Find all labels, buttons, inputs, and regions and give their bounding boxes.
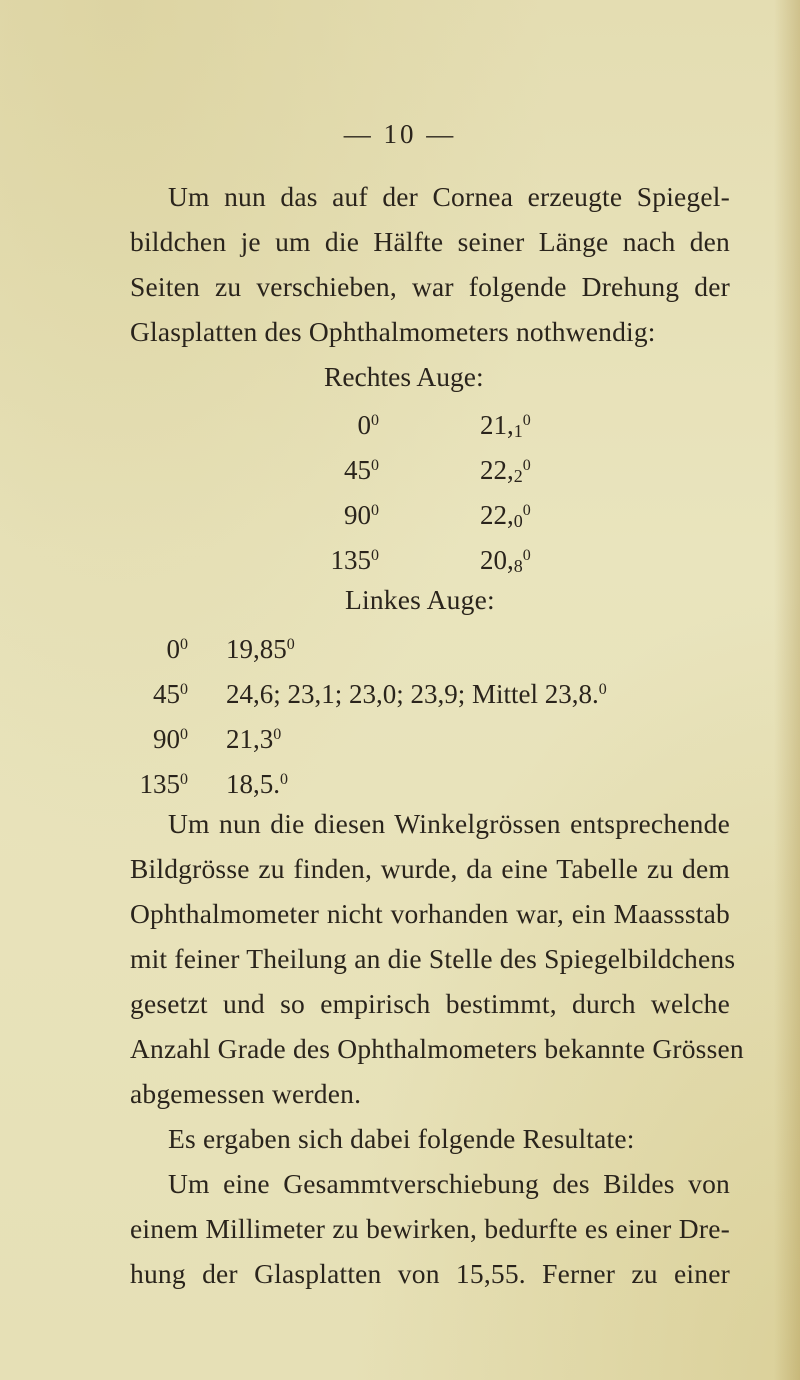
linkes-auge-heading: Linkes Auge: <box>345 584 495 615</box>
linkes-value-135: 18,5.$^0$ <box>226 769 288 799</box>
paragraph-4-line-1: Um eine Gesammtverschiebung des Bildes von <box>168 1168 730 1199</box>
page-number: — 10 — <box>343 119 457 149</box>
linkes-angle-90: $90^0$ <box>153 724 188 754</box>
paragraph-2-line-5: gesetzt und so empirisch bestimmt, durch welche <box>130 988 730 1019</box>
rechtes-value-45: 22,2$^0$ <box>480 455 531 486</box>
linkes-value-0: 19,85$^0$ <box>226 634 295 664</box>
paragraph-2-line-3: Ophthalmometer nicht vorhanden war, ein Maassstab <box>130 898 730 929</box>
paragraph-3: Es ergaben sich dabei folgende Resultate: <box>168 1123 635 1154</box>
rechtes-auge-heading-text: Rechtes Auge: <box>324 361 484 392</box>
linkes-value-90: 21,3$^0$ <box>226 724 282 754</box>
rechtes-angle-0: $0^0$ <box>357 410 379 440</box>
paragraph-4-line-2: einem Millimeter zu bewirken, bedurfte es einer Dre- <box>130 1213 730 1244</box>
paragraph-2-line-2: Bildgrösse zu finden, wurde, da eine Tabelle zu dem <box>130 853 730 884</box>
paragraph-2-line-1: Um nun die diesen Winkelgrössen entsprechende <box>168 808 730 839</box>
rechtes-value-135: 20,8$^0$ <box>480 545 531 576</box>
paragraph-1-line-4: Glasplatten des Ophthalmometers nothwendig: <box>130 316 656 347</box>
linkes-angle-0: $0^0$ <box>166 634 188 664</box>
linkes-angle-45: $45^0$ <box>153 679 188 709</box>
paragraph-2-line-7: abgemessen werden. <box>130 1078 362 1109</box>
paragraph-4-line-3: hung der Glasplatten von 15,55. Ferner zu einer <box>130 1258 730 1289</box>
rechtes-value-0: 21,1$^0$ <box>480 410 531 441</box>
rechtes-value-90: 22,0$^0$ <box>480 500 531 531</box>
rechtes-angle-45: $45^0$ <box>344 455 379 485</box>
paragraph-2-line-6: Anzahl Grade des Ophthalmometers bekannte Grössen <box>130 1033 744 1064</box>
rechtes-angle-135: $135^0$ <box>330 545 379 575</box>
rechtes-angle-90: $90^0$ <box>344 500 379 530</box>
paragraph-1-line-1: Um nun das auf der Cornea erzeugte Spiegel- <box>168 181 730 212</box>
paragraph-1-line-2: bildchen je um die Hälfte seiner Länge nach den <box>130 226 730 257</box>
linkes-angle-135: $135^0$ <box>139 769 188 799</box>
paragraph-2-line-4: mit feiner Theilung an die Stelle des Spiegelbildchens <box>130 943 736 974</box>
linkes-value-45: 24,6; 23,1; 23,0; 23,9; Mittel 23,8.$^0$ <box>226 679 607 709</box>
paragraph-1-line-3: Seiten zu verschieben, war folgende Drehung der <box>130 271 730 302</box>
